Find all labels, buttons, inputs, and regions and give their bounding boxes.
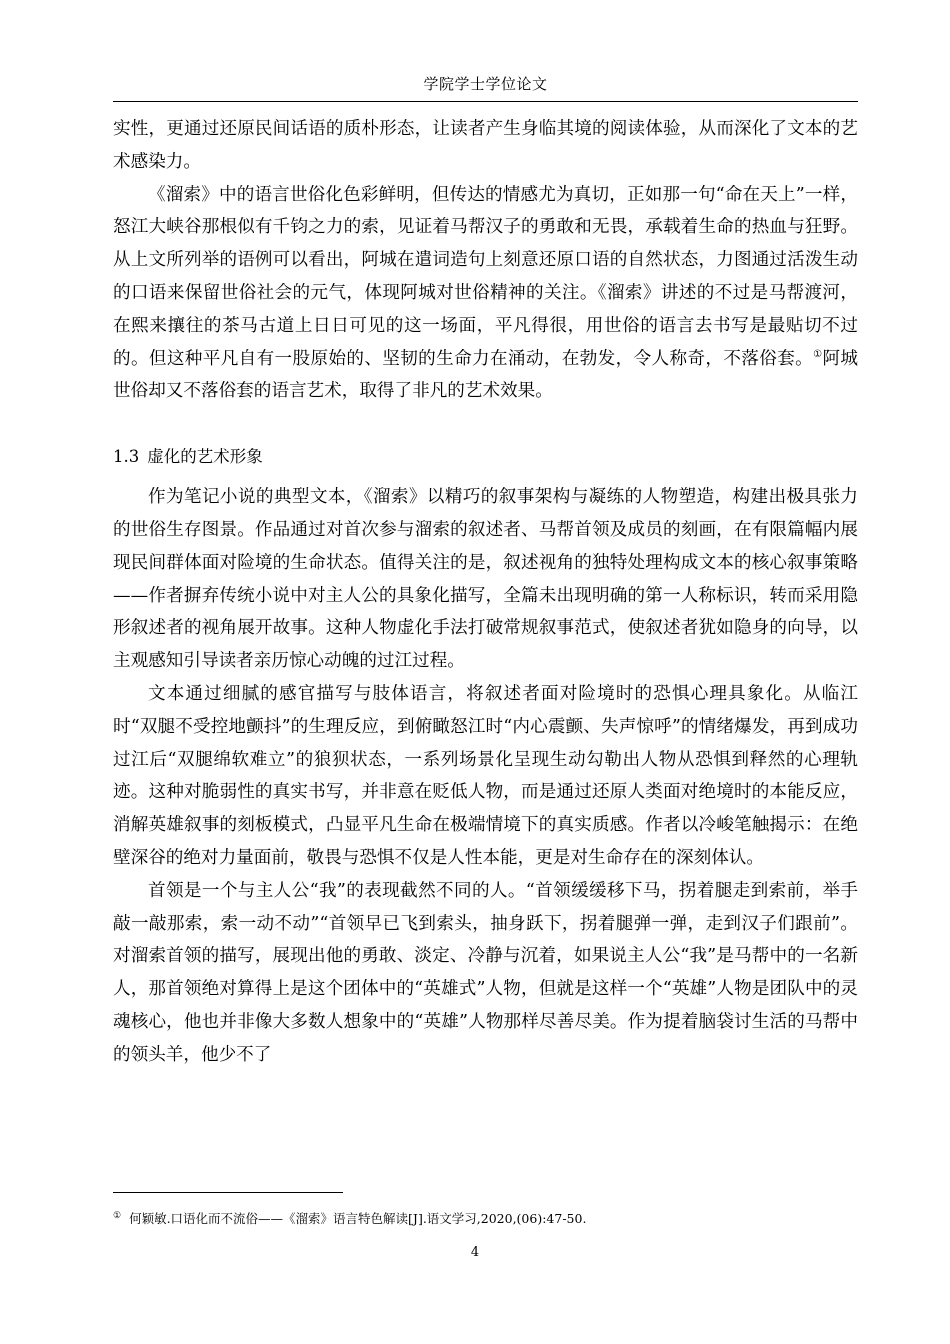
footnote-mark: ① xyxy=(113,1211,122,1221)
paragraph-text: 阿城世俗却又不落俗套的语言艺术，取得了非凡的艺术效果。 xyxy=(113,348,858,402)
footnote-separator xyxy=(113,1192,343,1193)
paragraph: 首领是一个与主人公“我”的表现截然不同的人。“首领缓缓移下马，拐着腿走到索前，举手敲一敲那索，索一动不动”“首领早已飞到索头，抽身跃下，拐着腿弹一弹，走到汉子们跟前”。对溜索首领的描写，展现出他的勇敢、淡定、冷静与沉着，如果说主人公“我”是马帮中的一名新人，那首领绝对算得上是这个团体中的“英雄式”人物，但就是这样一个“英雄”人物是团队中的灵魂核心，他也并非像大多数人想象中的“英雄”人物那样尽善尽美。作为提着脑袋讨生活的马帮中的领头羊，他少不了 xyxy=(113,880,858,1065)
paragraph-text: 《溜索》中的语言世俗化色彩鲜明，但传达的情感尤为真切，正如那一句“命在天上”一样，怒江大峡谷那根似有千钧之力的索，见证着马帮汉子的勇敢和无畏，承载着生命的热血与狂野。从上文所列举的语例可以看出，阿城在遣词造句上刻意还原口语的自然状态，力图通过活泼生动的口语来保留世俗社会的元气，体现阿城对世俗精神的关注。《溜索》讲述的不过是马帮渡河，在熙来攘往的茶马古道上日日可见的这一场面，平凡得很，用世俗的语言去书写是最贴切不过的。但这种平凡自有一股原始的、坚韧的生命力在涌动，在勃发，令人称奇，不落俗套。 xyxy=(113,184,858,369)
header-rule xyxy=(113,101,858,102)
footnote-reference[interactable]: ① xyxy=(813,348,823,360)
section-heading xyxy=(113,441,858,473)
footnote xyxy=(113,1207,858,1228)
section-title: 虚化的艺术形象 xyxy=(147,447,263,467)
footnote-text: 何颖敏.口语化而不流俗——《溜索》语言特色解读[J].语文学习,2020,(06):47-50. xyxy=(129,1211,587,1227)
paragraph: 实性，更通过还原民间话语的质朴形态，让读者产生身临其境的阅读体验，从而深化了文本的艺术感染力。 xyxy=(113,119,858,172)
section-number: 1.3 xyxy=(113,447,140,467)
page-header: 学院学士学位论文 xyxy=(423,75,548,93)
body-text xyxy=(113,113,858,1072)
paragraph: 文本通过细腻的感官描写与肢体语言，将叙述者面对险境时的恐惧心理具象化。从临江时“双腿不受控地颤抖”的生理反应，到俯瞰怒江时“内心震颤、失声惊呼”的情绪爆发，再到成功过江后“双腿绵软难立”的狼狈状态，一系列场景化呈现生动勾勒出人物从恐惧到释然的心理轨迹。这种对脆弱性的真实书写，并非意在贬低人物，而是通过还原人类面对绝境时的本能反应，消解英雄叙事的刻板模式，凸显平凡生命在极端情境下的真实质感。作者以冷峻笔触揭示：在绝壁深谷的绝对力量面前，敬畏与恐惧不仅是人性本能，更是对生命存在的深刻体认。 xyxy=(113,683,858,868)
page-number: 4 xyxy=(470,1245,480,1260)
paragraph xyxy=(113,179,858,409)
paragraph: 作为笔记小说的典型文本，《溜索》以精巧的叙事架构与凝练的人物塑造，构建出极具张力的世俗生存图景。作品通过对首次参与溜索的叙述者、马帮首领及成员的刻画，在有限篇幅内展现民间群体面对险境的生命状态。值得关注的是，叙述视角的独特处理构成文本的核心叙事策略——作者摒弃传统小说中对主人公的具象化描写，全篇未出现明确的第一人称标识，转而采用隐形叙述者的视角展开故事。这种人物虚化手法打破常规叙事范式，使叙述者犹如隐身的向导，以主观感知引导读者亲历惊心动魄的过江过程。 xyxy=(113,487,858,672)
